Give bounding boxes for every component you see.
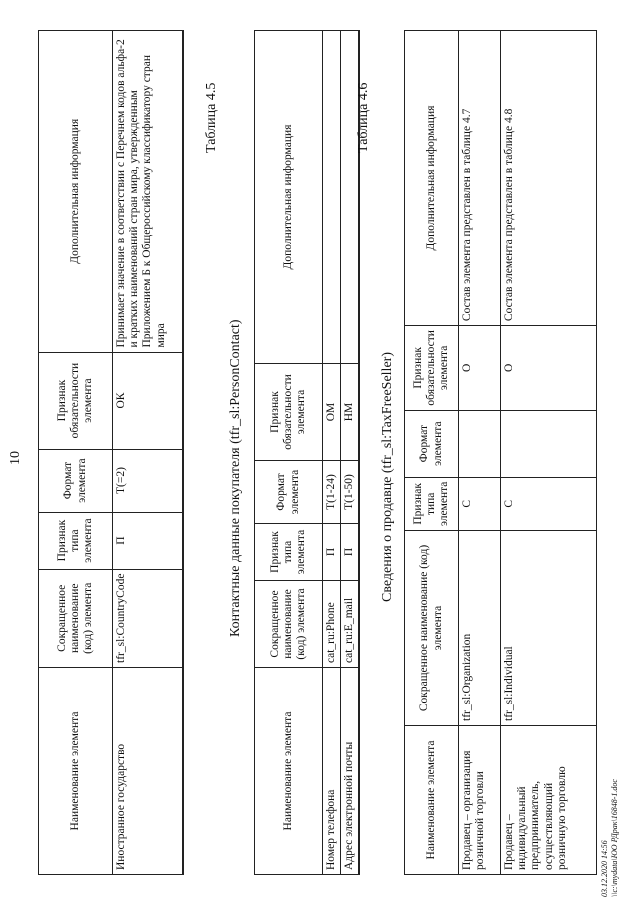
header-cell: Признак обязательности элемента xyxy=(39,352,113,449)
header-cell: Формат элемента xyxy=(255,461,323,524)
table-tax-free-seller xyxy=(404,30,597,875)
table-caption: Сведения о продавце (tfr_sl:TaxFreeSeller) xyxy=(380,352,395,602)
table-header-row xyxy=(405,31,459,875)
cell: П xyxy=(323,524,341,581)
cell: НМ xyxy=(341,364,360,461)
table-row xyxy=(341,31,360,875)
header-cell: Дополнительная информация xyxy=(255,31,323,364)
footer-date: 03.12.2020 14:56 xyxy=(600,840,609,897)
cell: О xyxy=(501,326,597,411)
cell: П xyxy=(113,512,183,569)
header-cell: Дополнительная информация xyxy=(405,31,459,326)
footer-path: \\c:\mydata\ЮО РДрак\16848-1.doc xyxy=(610,779,620,897)
header-cell: Сокращенное наименование (код) элемента xyxy=(255,581,323,668)
cell: Номер телефона xyxy=(323,668,341,875)
table-row xyxy=(459,31,501,875)
header-cell: Формат элемента xyxy=(39,449,113,512)
header-cell: Признак типа элемента xyxy=(39,512,113,569)
header-cell: Признак обязательности элемента xyxy=(405,326,459,411)
cell xyxy=(323,31,341,364)
cell: tfr_sl:CountryCode xyxy=(113,569,183,667)
header-cell: Наименование элемента xyxy=(405,726,459,875)
table-header-row xyxy=(255,31,323,875)
table-caption: Контактные данные покупателя (tfr_sl:PersonContact) xyxy=(228,319,243,637)
table-header-row xyxy=(39,31,113,875)
footer xyxy=(600,779,621,897)
cell: О xyxy=(459,326,501,411)
header-cell: Сокращенное наименование (код) элемента xyxy=(39,569,113,667)
cell: T(=2) xyxy=(113,449,183,512)
cell xyxy=(501,410,597,477)
cell: ОМ xyxy=(323,364,341,461)
cell: tfr_sl:Organization xyxy=(459,531,501,726)
table-number: Таблица 4.5 xyxy=(204,82,219,153)
table-country xyxy=(38,30,184,875)
table-row xyxy=(323,31,341,875)
header-cell: Наименование элемента xyxy=(255,668,323,875)
header-cell: Признак типа элемента xyxy=(255,524,323,581)
cell xyxy=(459,410,501,477)
cell: cat_ru:Phone xyxy=(323,581,341,668)
table-person-contact xyxy=(254,30,360,875)
header-cell: Сокращенное наименование (код) элемента xyxy=(405,531,459,726)
header-cell: Признак типа элемента xyxy=(405,477,459,530)
cell: Продавец – организация розничной торговли xyxy=(459,726,501,875)
cell: Иностранное государство xyxy=(113,668,183,875)
cell: tfr_sl:Individual xyxy=(501,531,597,726)
table-row xyxy=(501,31,597,875)
cell: Продавец – индивидуальный предприниматель, осуществляющий розничную торговлю xyxy=(501,726,597,875)
cell: С xyxy=(501,477,597,530)
cell xyxy=(341,31,360,364)
cell: T(1-24) xyxy=(323,461,341,524)
cell: Состав элемента представлен в таблице 4.7 xyxy=(459,31,501,326)
header-cell: Наименование элемента xyxy=(39,668,113,875)
cell: ОК xyxy=(113,352,183,449)
cell: П xyxy=(341,524,360,581)
page-number: 10 xyxy=(8,451,23,465)
cell: Принимает значение в соответствии с Перечнем кодов альфа-2 и кратких наименований стран мира, утвержденным Приложением Б к Общероссийскому классификатору стран мира xyxy=(113,31,183,353)
cell: Адрес электронной почты xyxy=(341,668,360,875)
header-cell: Признак обязательности элемента xyxy=(255,364,323,461)
cell: cat_ru:E_mail xyxy=(341,581,360,668)
cell: С xyxy=(459,477,501,530)
cell: Состав элемента представлен в таблице 4.8 xyxy=(501,31,597,326)
header-cell: Формат элемента xyxy=(405,410,459,477)
cell: T(1-50) xyxy=(341,461,360,524)
header-cell: Дополнительная информация xyxy=(39,31,113,353)
table-row xyxy=(113,31,183,875)
table-number: Таблица 4.6 xyxy=(356,82,371,153)
